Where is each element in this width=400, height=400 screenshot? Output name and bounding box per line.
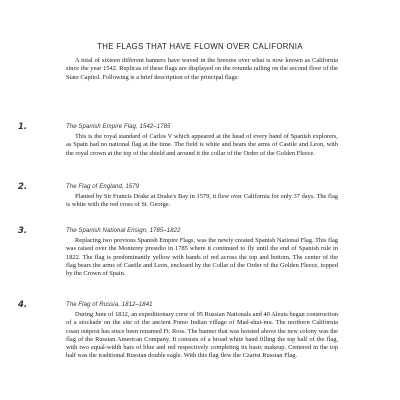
section-body: This is the royal standard of Carlos V which appeared at the head of every band of Spanish explorers, as Spain had no national flag at the time. The field is white and bears the arms of Castile and Leon, with the royal crown at the top of the shield and around it the collar of the Order of the Golden Fleece. bbox=[66, 133, 338, 157]
intro-paragraph: A total of sixteen different banners have waved in the breezes over what is now known as California since the year 1542. Replicas of these flags are displayed on the rotunda railing on the second floor of the State Capitol. Following is a brief description of the principal flags: bbox=[66, 57, 338, 81]
section-number: 3. bbox=[18, 226, 28, 236]
section-heading: The Flag of England, 1579 bbox=[66, 184, 140, 190]
section-number: 4. bbox=[18, 300, 28, 310]
section-body: Replacing two previous Spanish Empire Flags, was the newly created Spanish National Flag. This flag was raised over the Monterey presidio in 1785 where it continued to fly until the end of Spanish rule in 1822. The flag is predominantly yellow with bands of red across the top and bottom. The center of the flag bears the arms of Castile and Leon, enclosed by the Collar of the Order of the Golden Fleece, topped by the Crown of Spain. bbox=[66, 237, 338, 278]
document-title: THE FLAGS THAT HAVE FLOWN OVER CALIFORNIA bbox=[97, 42, 303, 51]
section-number: 2. bbox=[18, 182, 28, 192]
section-heading: The Spanish Empire Flag, 1542–1785 bbox=[66, 124, 171, 130]
section-flag-of-russia bbox=[18, 300, 338, 361]
section-spanish-empire-flag bbox=[18, 122, 338, 158]
section-body: During June of 1812, an expeditionary crew of 95 Russian Nationals and 40 Aleuts began construction of a stockade on the site of the ancient Pomo Indian village of Mad-shui-mu. The northern California coast outpost has since been renamed Ft. Ross. The banner that was hoisted above the new colony was the flag of the Russian American Company. It consists of a broad white band filling the top half of the flag, with two equal-width bars of blue and red respectively completing its basic makeup. Centered in the top half was the traditional Russian double eagle. With this flag flew the Czarist Russian Flag. bbox=[66, 311, 338, 360]
section-body: Planted by Sir Francis Drake at Drake's Bay in 1579, it flew over California for only 37 days. The flag is white with the red cross of St. George. bbox=[66, 193, 338, 209]
section-flag-of-england bbox=[18, 182, 338, 210]
section-heading: The Spanish National Ensign, 1785–1822 bbox=[66, 228, 181, 234]
section-heading: The Flag of Russia, 1812–1841 bbox=[66, 302, 153, 308]
section-spanish-national-ensign bbox=[18, 226, 338, 278]
section-number: 1. bbox=[18, 122, 28, 132]
